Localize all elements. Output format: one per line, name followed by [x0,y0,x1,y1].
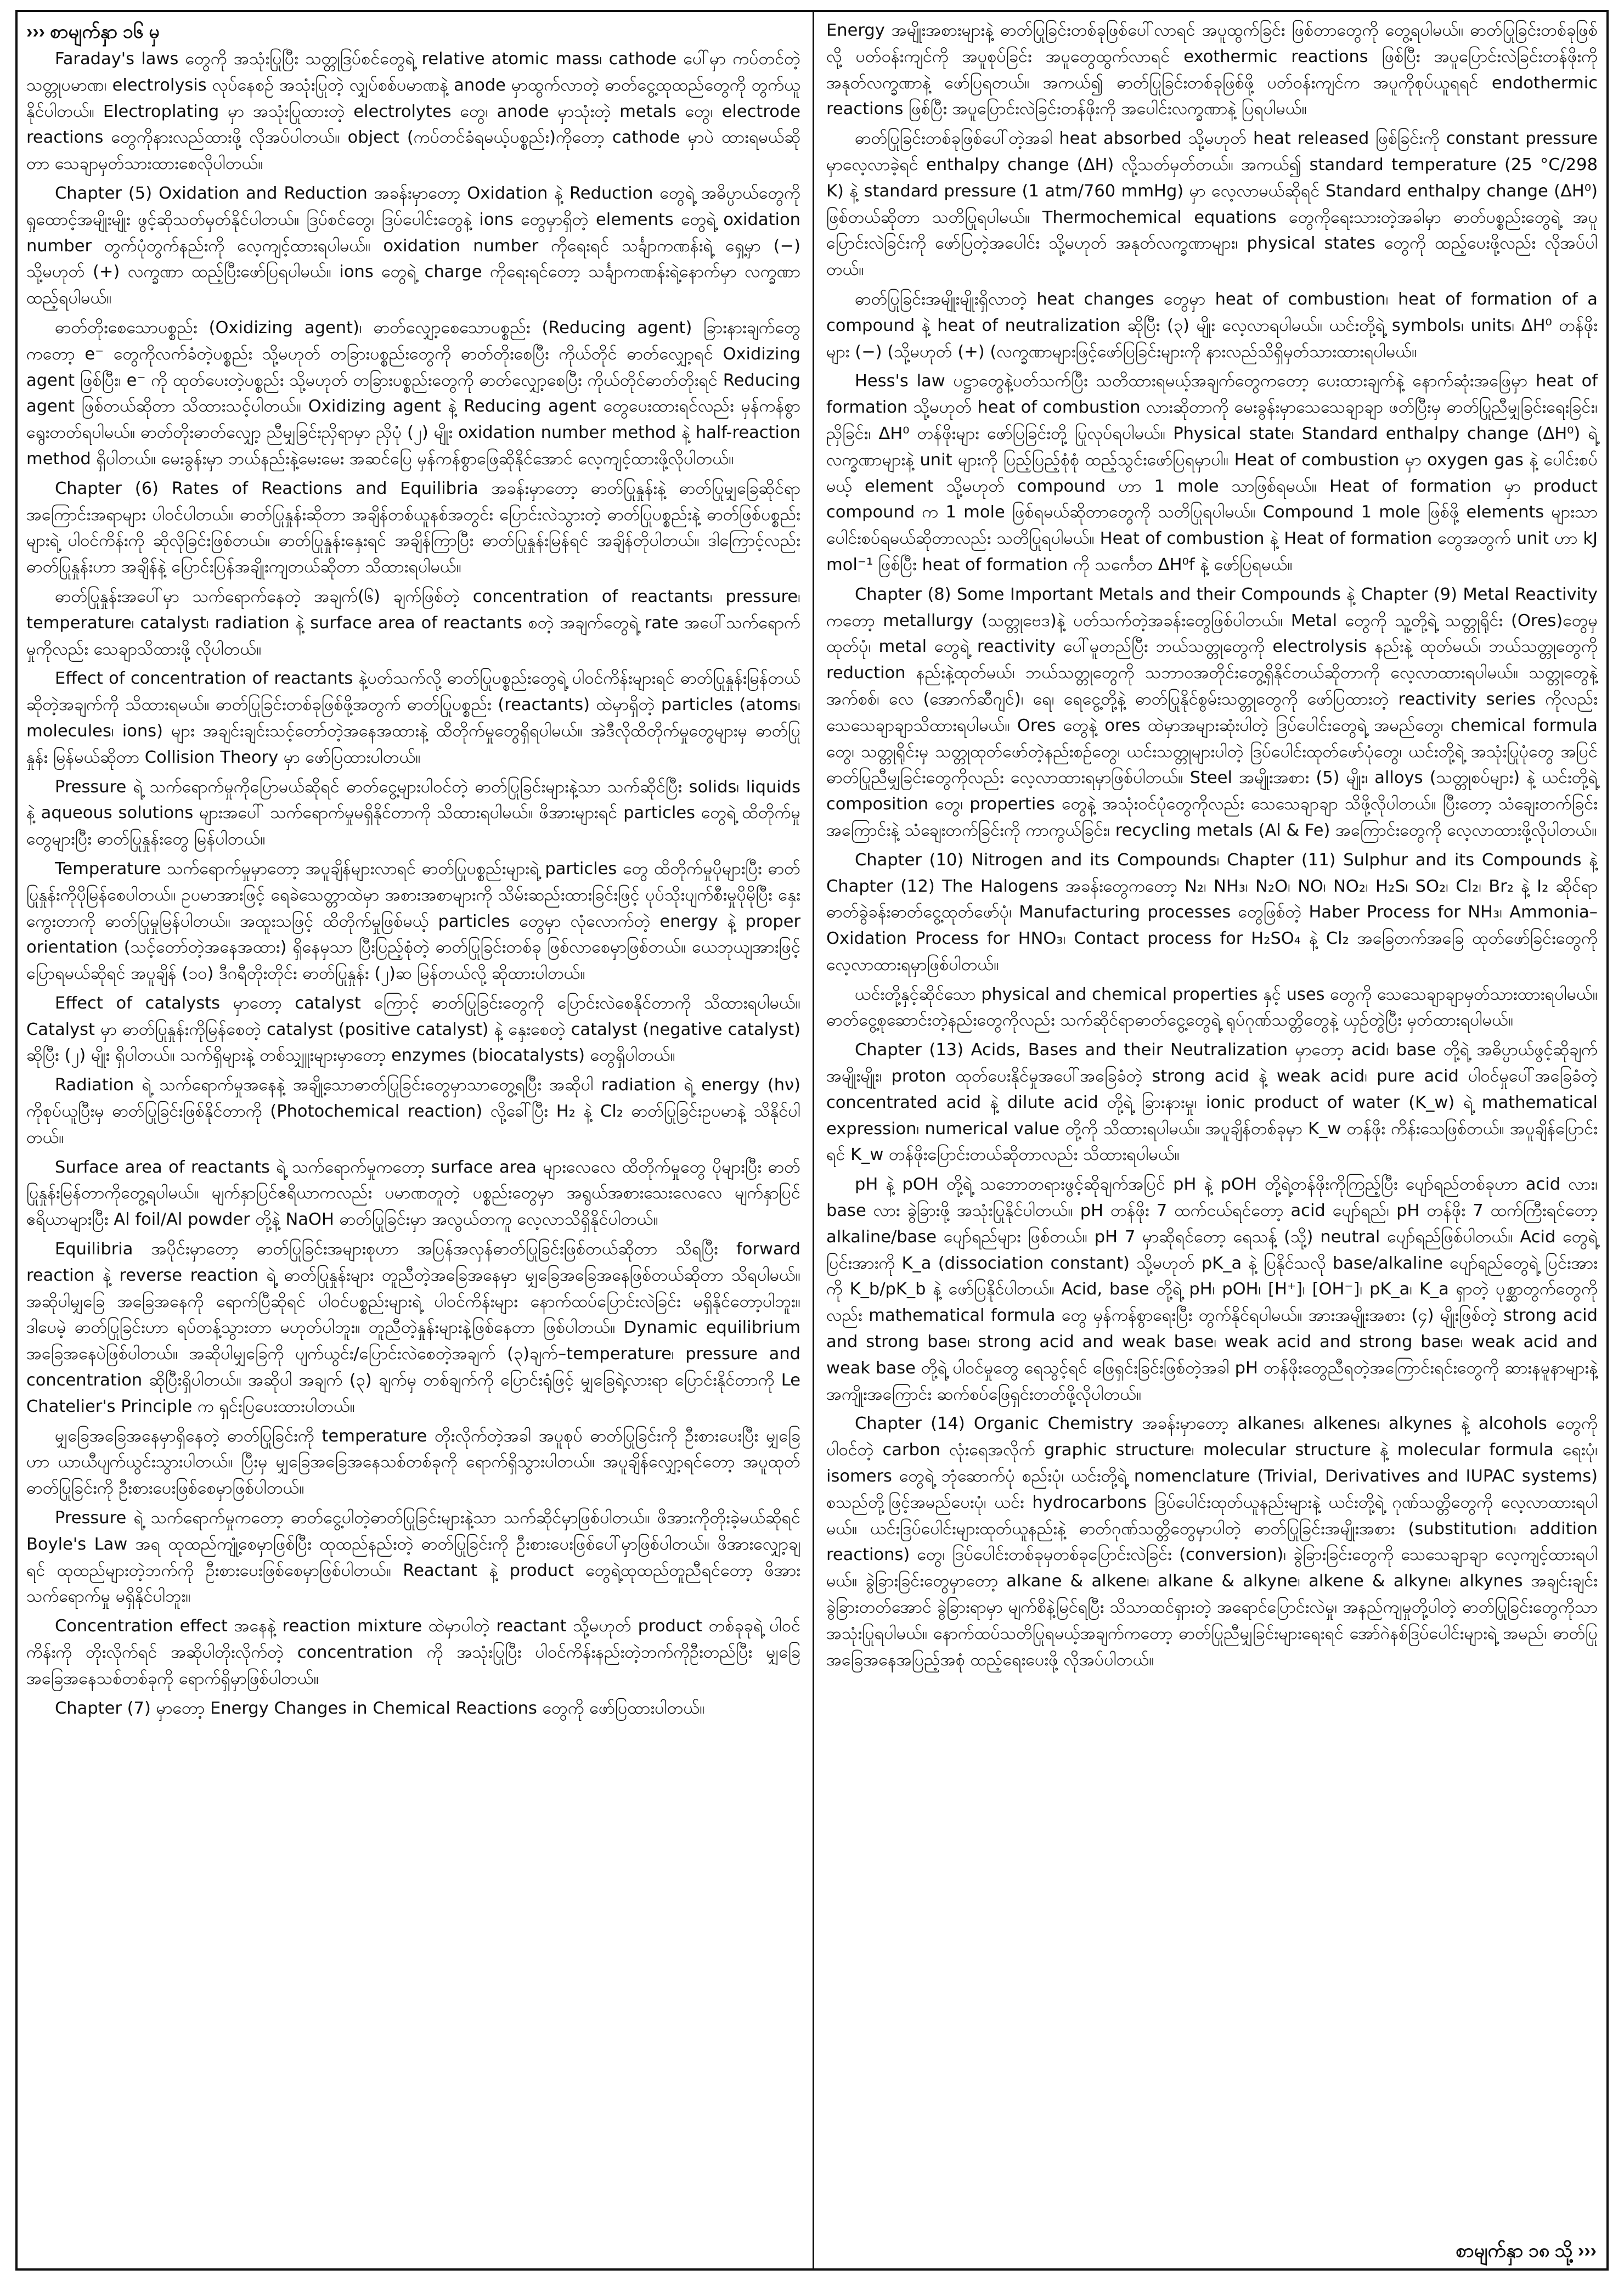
body-paragraph: Concentration effect အနေနဲ့ reaction mixture ထဲမှာပါတဲ့ reactant သို့မဟုတ် product တစ်ခုခုရဲ့ ပါဝင်ကိန်းကို တိုးလိုက်ရင် အဆိုပါတိုးလိုက်တဲ့ concentration ကို အသုံးပြုပြီး ပါဝင်ကိန်းနည်းတဲ့ဘက်ကိုဦးတည်ပြီး မျှခြေအခြေအနေသစ်တစ်ခုကို ရောက်ရှိမှာဖြစ်ပါတယ်။ [26,1617,800,1688]
body-paragraph: Surface area of reactants ရဲ့ သက်ရောက်မှုကတော့ surface area များလေလေ ထိတိုက်မှုတွေ ပိုများပြီး ဓာတ်ပြုနှုန်းမြန်တာကိုတွေ့ရပါမယ်။ မျက်နှာပြင်ဧရိယာကလည်း ပမာဏတူတဲ့ ပစ္စည်းတွေမှာ အရွယ်အစားသေးလေလေ မျက်နှာပြင်ဧရိယာများပြီး Al foil/Al powder တို့နဲ့ NaOH ဓာတ်ပြုခြင်းမှာ အလွယ်တကူ လေ့လာသိရှိနိုင်ပါတယ်။ [26,1157,800,1230]
body-paragraph: ဓာတ်ပြုခြင်းအမျိုးမျိုးရှိလာတဲ့ heat changes တွေမှာ heat of combustion၊ heat of formation of a compound နဲ့ heat of neutralization ဆိုပြီး (၃) မျိုး လေ့လာရပါမယ်။ ယင်းတို့ရဲ့ symbols၊ units၊ ΔH⁰ တန်ဖိုးများ (−) (သို့မဟုတ် (+) (လက္ခဏာများဖြင့်ဖော်ပြခြင်းများကို နားလည်သိရှိမှတ်သားထားရပါမယ်။ [826,289,1598,362]
body-paragraph: မျှခြေအခြေအနေမှာရှိနေတဲ့ ဓာတ်ပြုခြင်းကို temperature တိုးလိုက်တဲ့အခါ အပူစုပ် ဓာတ်ပြုခြင်းကို ဦးစားပေးပြီး မျှခြေဟာ ယာယီပျက်ယွင်းသွားပါတယ်။ ပြီးမှ မျှခြေအခြေအနေသစ်တစ်ခုကို ရောက်ရှိသွားပါတယ်။ အပူချိန်လျှော့ရင်တော့ အပူထုတ်ဓာတ်ပြုခြင်းကို ဦးစားပေးဖြစ်စေမှာဖြစ်ပါတယ်။ [26,1426,800,1499]
body-paragraph: Temperature သက်ရောက်မှုမှာတော့ အပူချိန်များလာရင် ဓာတ်ပြုပစ္စည်းများရဲ့ particles တွေ ထိတိုက်မှုပိုများပြီး ဓာတ်ပြုနှုန်းကိုပိုမြန်စေပါတယ်။ ဥပမာအားဖြင့် ရေခဲသေတ္တာထဲမှာ အစားအစာများကို သိမ်းဆည်းထားခြင်းဖြင့် ပုပ်သိုးပျက်စီးမှုပိုမိုပြီး နှေးကွေးတာကို ဓာတ်ပြုမှုမြန်ပါတယ်။ အထူးသဖြင့် ထိတိုက်မှုဖြစ်မယ့် particles တွေမှာ လုံလောက်တဲ့ energy နဲ့ proper orientation (သင့်တော်တဲ့အနေအထား) ရှိနေမှသာ ပြီးပြည့်စုံတဲ့ ဓာတ်ပြုခြင်းတစ်ခု ဖြစ်လာစေမှာဖြစ်တယ်။ ယေဘုယျအားဖြင့်ပြောရမယ်ဆိုရင် အပူချိန် (၁၀) ဒီဂရီတိုးတိုင်း ဓာတ်ပြုနှုန်း (၂)ဆ မြန်တယ်လို့ ဆိုထားပါတယ်။ [26,859,800,984]
body-paragraph: Energy အမျိုးအစားများနဲ့ ဓာတ်ပြုခြင်းတစ်ခုဖြစ်ပေါ်လာရင် အပူထွက်ခြင်း ဖြစ်တာတွေကို တွေ့ရပါမယ်။ ဓာတ်ပြုခြင်းတစ်ခုဖြစ်လို့ ပတ်ဝန်းကျင်ကို အပူစုပ်ခြင်း အပူတွေထွက်လာရင် exothermic reactions ဖြစ်ပြီး အပူပြောင်းလဲခြင်းတန်ဖိုးကို အနုတ်လက္ခဏာနဲ့ ဖော်ပြရတယ်။ အကယ်၍ ဓာတ်ပြုခြင်းတစ်ခုဖြစ်ဖို့ ပတ်ဝန်းကျင်က အပူကိုစုပ်ယူရရင် endothermic reactions ဖြစ်ပြီး အပူပြောင်းလဲခြင်းတန်ဖိုးကို အပေါင်းလက္ခဏာနဲ့ ပြရပါမယ်။ [826,21,1598,119]
body-paragraph: Effect of concentration of reactants နဲ့ပတ်သက်လို့ ဓာတ်ပြုပစ္စည်းတွေရဲ့ ပါဝင်ကိန်းများရင် ဓာတ်ပြုနှုန်းမြန်တယ်ဆိုတဲ့အချက်ကို သိထားရမယ်။ ဓာတ်ပြုခြင်းတစ်ခုဖြစ်ဖို့အတွက် ဓာတ်ပြုပစ္စည်း (reactants) ထဲမှာရှိတဲ့ particles (atoms၊ molecules၊ ions) များ အချင်းချင်းသင့်တော်တဲ့အနေအထားနဲ့ ထိတိုက်မှုတွေရှိရပါမယ်။ အဲဒီလိုထိတိုက်မှုတွေများမှ ဓာတ်ပြုနှုန်း မြန်မယ်ဆိုတာ Collision Theory မှာ ဖော်ပြထားပါတယ်။ [26,669,800,767]
body-paragraph: Hess's law ပဋ္ဌာတွေနဲ့ပတ်သက်ပြီး သတိထားရမယ့်အချက်တွေကတော့ ပေးထားချက်နဲ့ နောက်ဆုံးအဖြေမှာ heat of formation သို့မဟုတ် heat of combustion လားဆိုတာကို မေးခွန်းမှာသေသေချာချာ ဖတ်ပြီးမှ ဓာတ်ပြုညီမျှခြင်းရေးခြင်း၊ ညှိခြင်း၊ ΔH⁰ တန်ဖိုးများ ဖော်ပြခြင်းတို့ ပြုလုပ်ရပါမယ်။ Physical state၊ Standard enthalpy change (ΔH⁰) ရဲ့ လက္ခဏာများနဲ့ unit များကို ပြည့်ပြည့်စုံစုံ ထည့်သွင်းဖော်ပြရမှာပါ။ Heat of combustion မှာ oxygen gas နဲ့ ပေါင်းစပ်မယ့် element သို့မဟုတ် compound ဟာ 1 mole သာဖြစ်ရမယ်။ Heat of formation မှာ product compound က 1 mole ဖြစ်ရမယ်ဆိုတာတွေကို သတိပြုရပါမယ်။ Compound 1 mole ဖြစ်ဖို့ elements များသာ ပေါင်းစပ်ရမယ်ဆိုတာလည်း သတိပြုရပါမယ်။ Heat of combustion နဲ့ Heat of formation တွေအတွက် unit ဟာ kJ mol⁻¹ ဖြစ်ပြီး heat of formation ကို သင်္ကေတ ΔH⁰f နဲ့ ဖော်ပြရမယ်။ [826,371,1598,575]
right-column [814,12,1606,2268]
body-paragraph: Chapter (10) Nitrogen and its Compounds၊ Chapter (11) Sulphur and its Compounds နဲ့ Chapter (12) The Halogens အခန်းတွေကတော့ N₂၊ NH₃၊ N₂O၊ NO၊ NO₂၊ H₂S၊ SO₂၊ Cl₂၊ Br₂ နဲ့ I₂ ဆိုင်ရာ ဓာတ်ခွဲခန်းဓာတ်ငွေ့ထုတ်ဖော်ပုံ၊ Manufacturing processes တွေဖြစ်တဲ့ Haber Process for NH₃၊ Ammonia–Oxidation Process for HNO₃၊ Contact process for H₂SO₄ နဲ့ Cl₂ အခြေတက်အခြေ ထုတ်ဖော်ခြင်းတွေကို လေ့လာထားရမှာဖြစ်ပါတယ်။ [826,850,1598,975]
body-paragraph: ဓာတ်ပြုနှုန်းအပေါ်မှာ သက်ရောက်နေတဲ့ အချက်(၆) ချက်ဖြစ်တဲ့ concentration of reactants၊ pressure၊ temperature၊ catalyst၊ radiation နဲ့ surface area of reactants စတဲ့ အချက်တွေရဲ့ rate အပေါ်သက်ရောက်မှုကိုလည်း သေချာသိထားဖို့ လိုပါတယ်။ [26,587,800,659]
body-paragraph: ဓာတ်ပြုခြင်းတစ်ခုဖြစ်ပေါ်တဲ့အခါ heat absorbed သို့မဟုတ် heat released ဖြစ်ခြင်းကို constant pressure မှာလေ့လာခဲ့ရင် enthalpy change (ΔH) လို့သတ်မှတ်တယ်။ အကယ်၍ standard temperature (25 °C/298 K) နဲ့ standard pressure (1 atm/760 mmHg) မှာ လေ့လာမယ်ဆိုရင် Standard enthalpy change (ΔH⁰) ဖြစ်တယ်ဆိုတာ သတိပြုရပါမယ်။ Thermochemical equations တွေကိုရေးသားတဲ့အခါမှာ ဓာတ်ပစ္စည်းတွေရဲ့ အပူပြောင်းလဲခြင်းကို ဖော်ပြတဲ့အပေါင်း သို့မဟုတ် အနုတ်လက္ခဏာများ၊ physical states တွေကို ထည့်ပေးဖို့လည်း လိုအပ်ပါတယ်။ [826,129,1598,280]
body-paragraph: ယင်းတို့နှင့်ဆိုင်သော physical and chemical properties နှင့် uses တွေကို သေသေချာချာမှတ်သားထားရပါမယ်။ ဓာတ်ငွေ့စုဆောင်းတဲ့နည်းတွေကိုလည်း သက်ဆိုင်ရာဓာတ်ငွေ့တွေရဲ့ ရုပ်ဂုဏ်သတ္တိတွေနဲ့ ယှဉ်တွဲပြီး မှတ်ထားရပါမယ်။ [826,984,1598,1030]
body-paragraph: Chapter (8) Some Important Metals and their Compounds နဲ့ Chapter (9) Metal Reactivity ကတော့ metallurgy (သတ္တုဗေဒ)နဲ့ ပတ်သက်တဲ့အခန်းတွေဖြစ်ပါတယ်။ Metal တွေကို သူ့တို့ရဲ့ သတ္တုရိုင်း (Ores)တွေမှ ထုတ်ပုံ၊ metal တွေရဲ့ reactivity ပေါ်မူတည်ပြီး ဘယ်သတ္တုတွေကို electrolysis နည်းနဲ့ ထုတ်မယ်၊ ဘယ်သတ္တုတွေကို reduction နည်းနဲ့ထုတ်မယ်၊ ဘယ်သတ္တုတွေကို သဘာဝအတိုင်းတွေ့ရှိနိုင်တယ်ဆိုတာကို လေ့လာထားရပါမယ်။ သတ္တုတွေနဲ့ အက်စစ်၊ လေ (အောက်ဆီဂျင်)၊ ရေ၊ ရေငွေ့တို့နဲ့ ဓာတ်ပြုနိုင်စွမ်းသတ္တုတွေကို ဖော်ပြထားတဲ့ reactivity series ကိုလည်း သေသေချာချာသိထားရပါမယ်။ Ores တွေနဲ့ ores ထဲမှာအများဆုံးပါတဲ့ ဒြပ်ပေါင်းတွေရဲ့ အမည်တွေ၊ chemical formula တွေ၊ သတ္တုရိုင်းမှ သတ္တုထုတ်ဖော်တဲ့နည်းစဉ်တွေ၊ ယင်းသတ္တုများပါတဲ့ ဒြပ်ပေါင်းထုတ်ဖော်ပုံတွေ၊ ယင်းတို့ရဲ့ အသုံးပြုပုံတွေ အပြင် ဓာတ်ပြုညီမျှခြင်းတွေကိုလည်း လေ့လာထားရမှာဖြစ်ပါတယ်။ Steel အမျိုးအစား (5) မျိုး၊ alloys (သတ္တုစပ်များ) နဲ့ ယင်းတို့ရဲ့ composition တွေ၊ properties တွေနဲ့ အသုံးဝင်ပုံတွေကိုလည်း သေသေချာချာ သိဖို့လိုပါတယ်။ ပြီးတော့ သံချေးတက်ခြင်းအကြောင်းနဲ့ သံချေးတက်ခြင်းကို ကာကွယ်ခြင်း၊ recycling metals (Al & Fe) အကြောင်းတွေကို လေ့လာထားဖို့လိုပါတယ်။ [826,584,1598,840]
body-paragraph: Pressure ရဲ့ သက်ရောက်မှုကတော့ ဓာတ်ငွေ့ပါတဲ့ဓာတ်ပြုခြင်းများနဲ့သာ သက်ဆိုင်မှာဖြစ်ပါတယ်။ ဖိအားကိုတိုးခဲ့မယ်ဆိုရင် Boyle's Law အရ ထုထည်ကျုံ့စေမှာဖြစ်ပြီး ထုထည်နည်းတဲ့ ဓာတ်ပြုခြင်းကို ဦးစားပေးဖြစ်ပေါ်မှာဖြစ်ပါတယ်။ ဖိအားလျှော့ချရင် ထုထည်များတဲ့ဘက်ကို ဦးစားပေးဖြစ်စေမှာဖြစ်ပါတယ်။ Reactant နဲ့ product တွေရဲ့ထုထည်တူညီရင်တော့ ဖိအားသက်ရောက်မှု မရှိနိုင်ပါဘူး။ [26,1508,800,1607]
body-paragraph: Chapter (7) မှာတော့ Energy Changes in Chemical Reactions တွေကို ဖော်ပြထားပါတယ်။ [55,1698,705,1718]
body-paragraph: Chapter (5) Oxidation and Reduction အခန်းမှာတော့ Oxidation နဲ့ Reduction တွေရဲ့ အဓိပ္ပာယ်တွေကို ရှုထောင့်အမျိုးမျိုး ဖွင့်ဆိုသတ်မှတ်နိုင်ပါတယ်။ ဒြပ်စင်တွေ၊ ဒြပ်ပေါင်းတွေနဲ့ ions တွေမှာရှိတဲ့ elements တွေရဲ့ oxidation number တွက်ပုံတွက်နည်းကို လေ့ကျင့်ထားရပါမယ်။ oxidation number ကိုရေးရင် သင်္ချာကဏန်းရဲ့ ရှေ့မှာ (−) သို့မဟုတ် (+) လက္ခဏာ ထည့်ပြီးဖော်ပြရပါမယ်။ ions တွေရဲ့ charge ကိုရေးရင်တော့ သင်္ချာကဏန်းရဲ့နောက်မှာ လက္ခဏာထည့်ရပါမယ်။ [26,183,800,308]
body-paragraph: Chapter (13) Acids, Bases and their Neutralization မှာတော့ acid၊ base တို့ရဲ့ အဓိပ္ပာယ်ဖွင့်ဆိုချက်အမျိုးမျိုး၊ proton ထုတ်ပေးနိုင်မှုအပေါ်အခြေခံတဲ့ strong acid နဲ့ weak acid၊ pure acid ပါဝင်မှုပေါ်အခြေခံတဲ့ concentrated acid နဲ့ dilute acid တို့ရဲ့ ခြားနားမှု၊ ionic product of water (K_w) ရဲ့ mathematical expression၊ numerical value တို့ကို သိထားရပါမယ်။ အပူချိန်တစ်ခုမှာ K_w တန်ဖိုး ကိန်းသေဖြစ်တယ်။ အပူချိန်ပြောင်းရင် K_w တန်ဖိုးပြောင်းတယ်ဆိုတာလည်း သိထားရပါမယ်။ [826,1040,1598,1165]
body-paragraph: ဓာတ်တိုးစေသောပစ္စည်း (Oxidizing agent)၊ ဓာတ်လျှော့စေသောပစ္စည်း (Reducing agent) ခြားနားချက်တွေကတော့ e⁻ တွေကိုလက်ခံတဲ့ပစ္စည်း သို့မဟုတ် တခြားပစ္စည်းတွေကို ဓာတ်တိုးစေပြီး ကိုယ်တိုင် ဓာတ်လျှော့ရင် Oxidizing agent ဖြစ်ပြီး၊ e⁻ ကို ထုတ်ပေးတဲ့ပစ္စည်း သို့မဟုတ် တခြားပစ္စည်းတွေကို ဓာတ်လျှော့စေပြီး ကိုယ်တိုင်ဓာတ်တိုးရင် Reducing agent ဖြစ်တယ်ဆိုတာ သိထားသင့်ပါတယ်။ Oxidizing agent နဲ့ Reducing agent တွေပေးထားရင်လည်း မှန်ကန်စွာရွေးတတ်ရပါမယ်။ ဓာတ်တိုးဓာတ်လျှော့ ညီမျှခြင်းညှိရာမှာ ညှိပုံ (၂) မျိုး oxidation number method နဲ့ half-reaction method ရှိပါတယ်။ မေးခွန်းမှာ ဘယ်နည်းနဲ့မေးမေး အဆင်ပြေ မှန်ကန်စွာဖြေဆိုနိုင်အောင် လေ့ကျင့်ထားဖို့လိုပါတယ်။ [26,318,800,469]
body-paragraph: pH နဲ့ pOH တို့ရဲ့ သဘောတရားဖွင့်ဆိုချက်အပြင် pH နဲ့ pOH တို့ရဲ့တန်ဖိုးကိုကြည့်ပြီး ပျော်ရည်တစ်ခုဟာ acid လား၊ base လား ခွဲခြားဖို့ အသုံးပြုနိုင်ပါတယ်။ pH တန်ဖိုး 7 ထက်ငယ်ရင်တော့ acid ပျော်ရည်၊ pH တန်ဖိုး 7 ထက်ကြီးရင်တော့ alkaline/base ပျော်ရည်များ ဖြစ်တယ်။ pH 7 မှာဆိုရင်တော့ ရေသန့် (သို့) neutral ပျော်ရည်ဖြစ်ပါတယ်။ Acid တွေရဲ့ ပြင်းအားကို K_a (dissociation constant) သို့မဟုတ် pK_a နဲ့ ပြနိုင်သလို base/alkaline ပျော်ရည်တွေရဲ့ ပြင်းအားကို K_b/pK_b နဲ့ ဖော်ပြနိုင်ပါတယ်။ Acid, base တို့ရဲ့ pH၊ pOH၊ [H⁺]၊ [OH⁻]၊ pK_a၊ K_a ရှာတဲ့ ပုစ္ဆာတွက်တွေကိုလည်း mathematical formula တွေ မှန်ကန်စွာရေးပြီး တွက်နိုင်ရပါမယ်။ အားအမျိုးအစား (၄) မျိုးဖြစ်တဲ့ strong acid and strong base၊ strong acid and weak base၊ weak acid and strong base၊ weak acid and weak base တို့ရဲ့ ပါဝင်မှုတွေ ရေသွင့်ရင် ဖြေရှင်းခြင်းဖြစ်တဲ့အခါ pH တန်ဖိုးတွေညီရတဲ့အကြောင်းရင်းတွေကို ဆားနမူနာများနဲ့ အကျိုးအကြောင်း ဆက်စပ်ဖြေရှင်းတတ်ဖို့လိုပါတယ်။ [826,1175,1598,1404]
body-paragraph: Effect of catalysts မှာတော့ catalyst ကြောင့် ဓာတ်ပြုခြင်းတွေကို ပြောင်းလဲစေနိုင်တာကို သိထားရပါမယ်။ Catalyst မှာ ဓာတ်ပြုနှုန်းကိုမြန်စေတဲ့ catalyst (positive catalyst) နဲ့ နှေးစေတဲ့ catalyst (negative catalyst) ဆိုပြီး (၂) မျိုး ရှိပါတယ်။ သက်ရှိများနဲ့ တစ်သျှူးများမှာတော့ enzymes (biocatalysts) တွေရှိပါတယ်။ [26,993,800,1066]
body-paragraph: Equilibria အပိုင်းမှာတော့ ဓာတ်ပြုခြင်းအများစုဟာ အပြန်အလှန်ဓာတ်ပြုခြင်းဖြစ်တယ်ဆိုတာ သိရပြီး forward reaction နဲ့ reverse reaction ရဲ့ ဓာတ်ပြုနှုန်းများ တူညီတဲ့အခြေအနေမှာ မျှခြေအခြေအနေဖြစ်တယ်ဆိုတာ သိရပါမယ်။ အဆိုပါမျှခြေ အခြေအနေကို ရောက်ပြီဆိုရင် ပါဝင်ပစ္စည်းများရဲ့ ပါဝင်ကိန်းများ နောက်ထပ်ပြောင်းလဲခြင်း မရှိနိုင်တော့ပါဘူး။ ဒါပေမဲ့ ဓာတ်ပြုခြင်းဟာ ရပ်တန့်သွားတာ မဟုတ်ပါဘူး။ တူညီတဲ့နှုန်းများနဲ့ဖြစ်နေတာ ဖြစ်ပါတယ်။ Dynamic equilibrium အခြေအနေပဲဖြစ်ပါတယ်။ အဆိုပါမျှခြေကို ပျက်ယွင်း/ပြောင်းလဲစေတဲ့အချက် (၃)ချက်–temperature၊ pressure and concentration ဆိုပြီးရှိပါတယ်။ အဆိုပါ အချက် (၃) ချက်မှ တစ်ချက်ကို ပြောင်းရုံဖြင့် မျှခြေရဲ့လားရာ ပြောင်းနိုင်တာကို Le Chatelier's Principle က ရှင်းပြပေးထားပါတယ်။ [26,1240,800,1416]
body-paragraph: Chapter (6) Rates of Reactions and Equilibria အခန်းမှာတော့ ဓာတ်ပြုနှုန်းနဲ့ ဓာတ်ပြုမျှခြေဆိုင်ရာ အကြောင်းအရာများ ပါဝင်ပါတယ်။ ဓာတ်ပြုနှုန်းဆိုတာ အချိန်တစ်ယူနစ်အတွင်း ပြောင်းလဲသွားတဲ့ ဓာတ်ပြုပစ္စည်းနဲ့ ဓာတ်ဖြစ်ပစ္စည်းများရဲ့ ပါဝင်ကိန်းကို ဆိုလိုခြင်းဖြစ်တယ်။ ဓာတ်ပြုနှုန်းနှေးရင် အချိန်ကြာပြီး ဓာတ်ပြုနှုန်းမြန်ရင် အချိန်တိုပါတယ်။ ဒါကြောင့်လည်း ဓာတ်ပြုနှုန်းဟာ အချိန်နဲ့ ပြောင်းပြန်အချိုးကျတယ်ဆိုတာ သိထားရပါမယ်။ [26,478,800,577]
continued-on-label[interactable]: စာမျက်နှာ ၁၈ သို့ ››› [1456,2240,1597,2261]
body-paragraph: Pressure ရဲ့ သက်ရောက်မှုကိုပြောမယ်ဆိုရင် ဓာတ်ငွေ့များပါဝင်တဲ့ ဓာတ်ပြုခြင်းများနဲ့သာ သက်ဆိုင်ပြီး solids၊ liquids နဲ့ aqueous solutions များအပေါ် သက်ရောက်မှုမရှိနိုင်တာကို သိထားရပါမယ်။ ဖိအားများရင် particles တွေရဲ့ ထိတိုက်မှုတွေများပြီး ဓာတ်ပြုနှုန်းတွေ မြန်ပါတယ်။ [26,777,800,849]
left-column [18,12,814,2268]
continued-from-label[interactable]: ››› စာမျက်နှာ ၁၆ မှ [26,21,160,42]
body-paragraph: Faraday's laws တွေကို အသုံးပြုပြီး သတ္တုဒြပ်စင်တွေရဲ့ relative atomic mass၊ cathode ပေါ်မှာ ကပ်တင်တဲ့ သတ္တုပမာဏ၊ electrolysis လုပ်နေစဉ် အသုံးပြုတဲ့ လျှပ်စစ်ပမာဏနဲ့ anode မှာထွက်လာတဲ့ ဓာတ်ငွေ့ထုထည်တွေကို တွက်ယူနိုင်ပါတယ်။ Electroplating မှာ အသုံးပြုထားတဲ့ electrolytes တွေ၊ anode မှာသုံးတဲ့ metals တွေ၊ electrode reactions တွေကိုနားလည်ထားဖို့ လိုအပ်ပါတယ်။ object (ကပ်တင်ခံရမယ့်ပစ္စည်း)ကိုတော့ cathode မှာပဲ ထားရမယ်ဆိုတာ သေချာမှတ်သားထားစေလိုပါတယ်။ [26,49,800,174]
body-paragraph: Radiation ရဲ့ သက်ရောက်မှုအနေနဲ့ အချို့သောဓာတ်ပြုခြင်းတွေမှာသာတွေ့ရပြီး အဆိုပါ radiation ရဲ့ energy (hν) ကိုစုပ်ယူပြီးမှ ဓာတ်ပြုခြင်းဖြစ်နိုင်တာကို (Photochemical reaction) လို့ခေါ်ပြီး H₂ နဲ့ Cl₂ ဓာတ်ပြုခြင်းဥပမာနဲ့ သိနိုင်ပါတယ်။ [26,1075,800,1147]
article-page [15,10,1609,2271]
body-paragraph: Chapter (14) Organic Chemistry အခန်းမှာတော့ alkanes၊ alkenes၊ alkynes နဲ့ alcohols တွေကို ပါဝင်တဲ့ carbon လုံးရေအလိုက် graphic structure၊ molecular structure နဲ့ molecular formula ရေးပုံ၊ isomers တွေရဲ့ ဘုံဆောက်ပုံ စည်းပုံ၊ ယင်းတို့ရဲ့ nomenclature (Trivial, Derivatives and IUPAC systems) စသည်တို့ဖြင့်အမည်ပေးပုံ၊ ယင်း hydrocarbons ဒြပ်ပေါင်းထုတ်ယူနည်းများနဲ့ ယင်းတို့ရဲ့ ဂုဏ်သတ္တိတွေကို လေ့လာထားရပါမယ်။ ယင်းဒြပ်ပေါင်းများထုတ်ယူနည်းနဲ့ ဓာတ်ဂုဏ်သတ္တိတွေမှာပါတဲ့ ဓာတ်ပြုခြင်းအမျိုးအစား (substitution၊ addition reactions) တွေ၊ ဒြပ်ပေါင်းတစ်ခုမှတစ်ခုပြောင်းလဲခြင်း (conversion)၊ ခွဲခြားခြင်းတွေကို သေသေချာချာ လေ့ကျင့်ထားရပါမယ်။ ခွဲခြားခြင်းတွေမှာတော့ alkane & alkene၊ alkane & alkyne၊ alkene & alkyne၊ alkynes အချင်းချင်း ခွဲခြားတတ်အောင် ခွဲခြားရာမှာ မျက်စိနဲ့မြင်ရပြီး သိသာထင်ရှားတဲ့ အရောင်ပြောင်းလဲမှု၊ အနည်ကျမှုတို့ပါတဲ့ ဓာတ်ပြုခြင်းတွေကိုသာ အသုံးပြုရပါမယ်။ နောက်ထပ်သတိပြုရမယ့်အချက်ကတော့ ဓာတ်ပြုညီမျှခြင်းများရေးရင် အော်ဂဲနစ်ဒြပ်ပေါင်းများရဲ့ အမည်၊ ဓာတ်ပြုအခြေအနေအပြည့်အစုံ ထည့်ရေးပေးဖို့ လိုအပ်ပါတယ်။ [826,1414,1598,1670]
